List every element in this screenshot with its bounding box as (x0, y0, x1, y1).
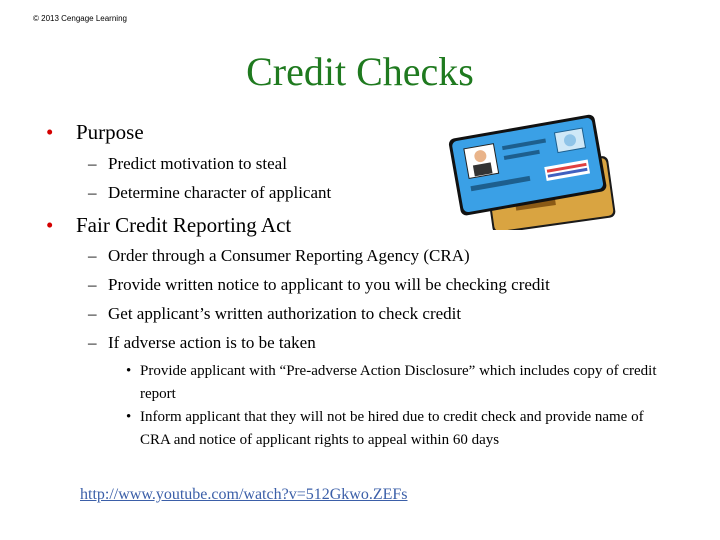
third-level-bullet: • Provide applicant with “Pre-adverse Action Disclosure” which includes copy of credit report (126, 360, 666, 406)
copyright-notice: © 2013 Cengage Learning (33, 14, 127, 23)
sub-bullet-text: If adverse action is to be taken (108, 333, 316, 352)
section-heading: Fair Credit Reporting Act (76, 213, 292, 237)
third-level-text: Provide applicant with “Pre-adverse Action Disclosure” which includes copy of credit report (140, 363, 657, 402)
sub-bullet-text: Order through a Consumer Reporting Agency (CRA) (108, 246, 470, 265)
bullet-dot: • (46, 120, 54, 144)
sub-bullet-text: Predict motivation to steal (108, 154, 287, 173)
third-level-text: Inform applicant that they will not be hired due to credit check and provide name of CRA and notice of applicant rights to appeal within 60 days (140, 409, 644, 448)
third-level-bullet: • Inform applicant that they will not be hired due to credit check and provide name of CRA and notice of applicant rights to appeal within 60 days (126, 406, 666, 452)
youtube-link[interactable]: http://www.youtube.com/watch?v=512Gkwo.ZEFs (80, 486, 408, 503)
section-heading: Purpose (76, 120, 144, 144)
sub-bullet-text: Determine character of applicant (108, 183, 332, 202)
credit-cards-icon (448, 112, 620, 230)
slide-title: Credit Checks (246, 49, 474, 94)
sub-bullet-text: Provide written notice to applicant to you will be checking credit (108, 275, 550, 294)
sub-bullet-text: Get applicant’s written authorization to check credit (108, 304, 462, 323)
bullet-dot: • (46, 213, 54, 237)
